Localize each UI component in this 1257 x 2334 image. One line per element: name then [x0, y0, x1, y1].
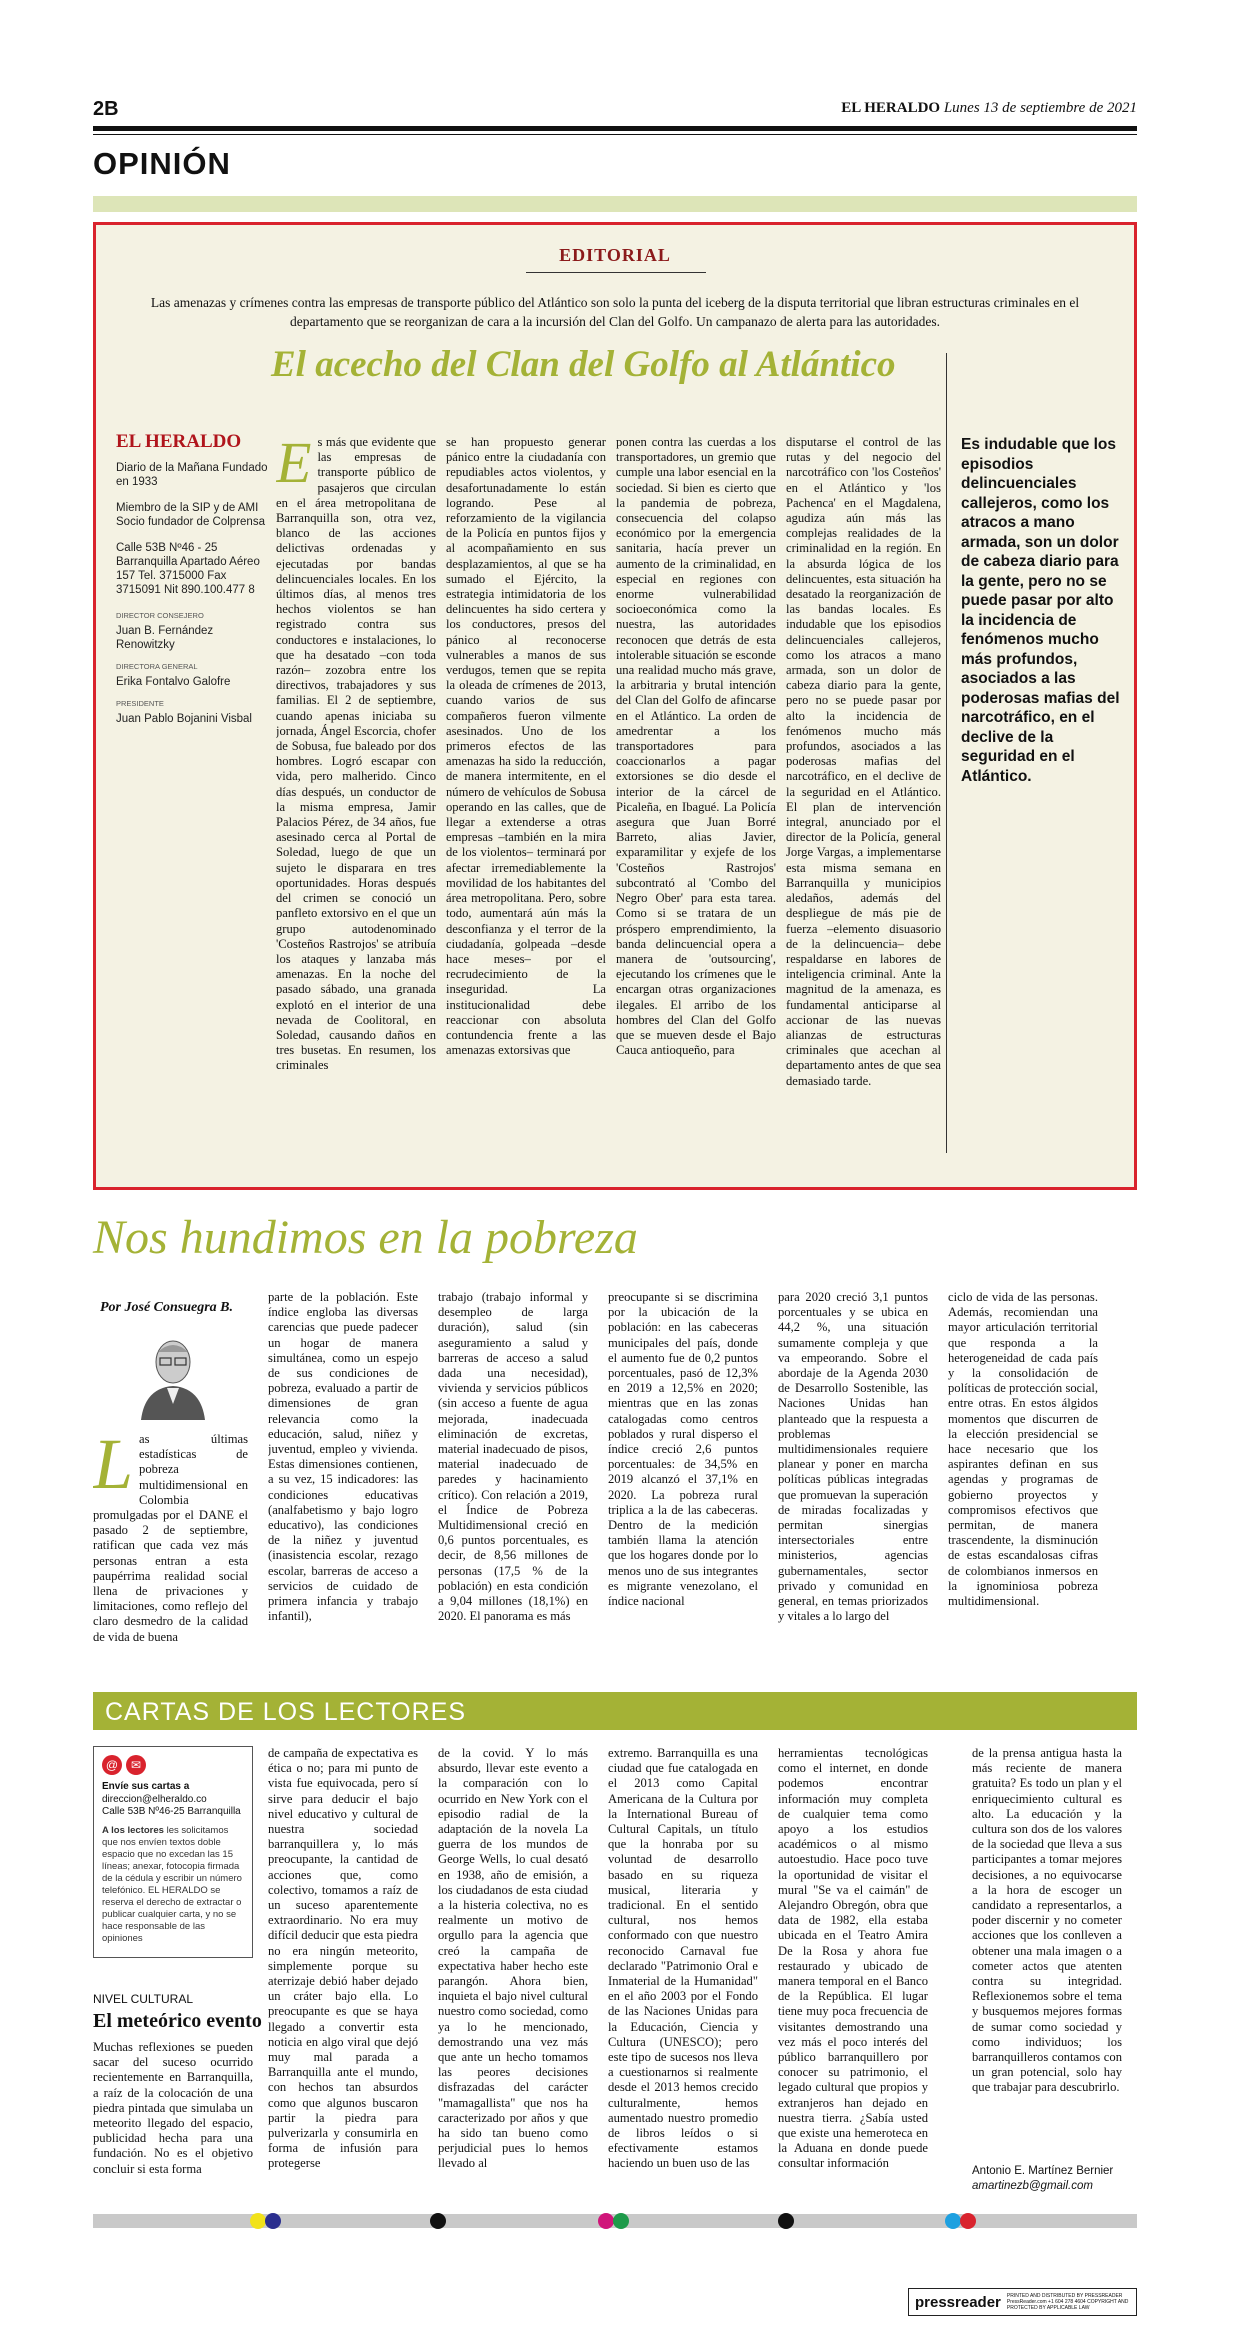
paper-name: EL HERALDO [841, 100, 941, 116]
editorial-label: EDITORIAL [559, 245, 671, 265]
staff-name: Juan B. Fernández Renowitzky [116, 625, 214, 651]
signature-name: Antonio E. Martínez Bernier [972, 2165, 1114, 2177]
letter-text-4: extremo. Barranquilla es una ciudad que fue catalogada en el 2013 como Capital Americana de la Cultura por la International Bureau of Cultural Capitals, un título que la honraba por su voluntad de desarrollo basado en su riqueza musical, literaria y tradicional. En el sentido cultural, nos hemos conformado con que nuestro reconocido Carnaval fue declarado "Patrimonio Oral e Inmaterial de la Humanidad" en el año 2003 por el Fondo de las Naciones Unidas para la Educación, Ciencia y Cultura (UNESCO); pero este tipo de sucesos nos lleva a cuestionarnos si realmente desde el 2013 hemos crecido culturalmente, hemos aumentado nuestro promedio de libros leídos o si efectivamente estamos haciendo un buen uso de las [608, 1746, 758, 2171]
letter-text-6: de la prensa antigua hasta la más reciente de manera gratuita? Es todo un plan y el enriquecimiento cultural es alto. La educación y la cultura son dos de los valores de la sociedad que lleva a sus participantes a tomar mejores decisiones, a no equivocarse a la hora de escoger un candidato a representarlos, a poder discernir y no cometer acciones que los conlleven a obtener una mala imagen o a cometer actos que atenten contra su integridad. Reflexionemos sobre el tema y busquemos mejores formas de sumar como sociedad y como individuos; los barranquilleros contamos con un gran potencial, solo hay que trabajar para descubrirlo. [972, 1746, 1122, 2095]
registration-dot [945, 2213, 961, 2229]
column-headline: Nos hundimos en la pobreza [93, 1211, 638, 1264]
registration-dot [598, 2213, 614, 2229]
section-bar [93, 196, 1137, 212]
letter-text-1: Muchas reflexiones se pueden sacar del suceso ocurrido recientemente en Barranquilla, a raíz de la colocación de una piedra pintada que simulaba un meteorito llegado del espacio, publicidad hecha para una fundación. No es el objetivo concluir si esta forma [93, 2040, 253, 2176]
issue-date: Lunes 13 de septiembre de 2021 [943, 100, 1137, 116]
column-text-5: para 2020 creció 3,1 puntos porcentuales y se ubica en 44,2 %, una situación sumamente compleja y que va empeorando. Sobre el abordaje de la Agenda 2030 de Desarrollo Sostenible, las Naciones Unidas han planteado que la respuesta a problemas multidimensionales requiere planear y poner en marcha políticas públicas integradas que promuevan la superación de miradas focalizadas y permitan sinergias intersectoriales entre ministerios, agencias gubernamentales, sector privado y comunidad en general, en temas priorizados y vitales a lo largo del [778, 1290, 928, 1624]
at-icon: @ [102, 1755, 122, 1775]
signature-email: amartinezb@gmail.com [972, 2180, 1093, 2192]
letter-title: El meteórico evento [93, 2010, 262, 2032]
staff-address: Calle 53B Nº46 - 25 Barranquilla Apartado Aéreo 157 Tel. 3715000 Fax 3715091 Nit 890.100.477 8 [116, 542, 260, 596]
mail-icon: ✉ [126, 1755, 146, 1775]
masthead [841, 100, 1137, 117]
registration-dot [250, 2213, 266, 2229]
letter-text-2: de campaña de expectativa es ética o no; para mi punto de vista fue equivocada, pero sí sirve para deducir el bajo nivel educativo y cultural de nuestra sociedad barranquillera y, lo más preocupante, la cantidad de acciones que, como colectivo, tomamos a raíz de un suceso aparentemente extraordinario. No era muy difícil deducir que esta piedra no era ningún meteorito, simplemente porque su aterrizaje debió haber dejado un cráter bajo ella. Lo preocupante es que se haya llegado a convertir esta noticia en algo viral que dejó muy mal parada a Barranquilla ante el mundo, con hechos tan absurdos como que algunos buscaron partir la piedra para pulverizarla y consumirla en forma de infusión para protegerse [268, 1746, 418, 2171]
letters-section-bar [93, 1692, 1137, 1730]
registration-dot [430, 2213, 446, 2229]
editorial-lead: Las amenazas y crímenes contra las empresas de transporte público del Atlántico son solo la punta del iceberg de la disputa territorial que libran estructuras criminales en el departamento que se reorganizan de cara a la incursión del Clan del Golfo. Un campanazo de alerta para las autoridades. [150, 295, 1080, 329]
header-rule-thin [93, 134, 1137, 135]
page-number: 2B [93, 98, 119, 120]
column-divider [946, 353, 947, 1153]
section-title: OPINIÓN [93, 146, 231, 181]
letter-text-3: de la covid. Y lo más absurdo, llevar este evento a la comparación con lo ocurrido en New York con el episodio radial de la adaptación de la novela La guerra de los mundos de George Wells, lo cual desató en 1938, año de emisión, a los ciudadanos de esta ciudad a la histeria colectiva, no es realmente un motivo de orgullo para la agencia que creó la campaña de expectativa haber hecho este parangón. Ahora bien, inquieta el bajo nivel cultural nuestro como sociedad, como ya lo he mencionado, demostrando una vez más que ante un hecho tomamos las peores decisiones disfrazadas del carácter "mamagallista" que nos ha caracterizado por años y que ha sido tan bueno como perjudicial pues lo hemos llevado al [438, 1746, 588, 2171]
letter-kicker: NIVEL CULTURAL [93, 1992, 194, 2006]
column-text-4: preocupante si se discrimina por la ubicación de la población: en las cabeceras municipales del país, donde el aumento fue de 0,2 puntos porcentuales, pasó de 12,3% en 2019 a 12,5% en 2020; mientras que en las zonas catalogadas como centros poblados y rural disperso el índice creció 2,6 puntos porcentuales: de 34,5% en 2019 alcanzó el 37,1% en 2020. La pobreza rural triplica a la de las cabeceras. Dentro de la medición también llama la atención que los hogares donde por lo menos uno de sus integrantes es migrante venezolano, el índice nacional [608, 1290, 758, 1609]
pressreader-small-print: PRINTED AND DISTRIBUTED BY PRESSREADER PressReader.com +1 604 278 4604 COPYRIGHT AND PROTECTED BY APPLICABLE LAW [1006, 2293, 1129, 2311]
column-byline: Por José Consuegra B. [100, 1300, 234, 1315]
pressreader-logo [908, 2288, 1137, 2316]
editorial-headline: El acecho del Clan del Golfo al Atlántico [271, 344, 896, 385]
header-rule [93, 126, 1137, 131]
drop-cap: L [93, 1432, 134, 1504]
staff-name: Juan Pablo Bojanini Visbal [116, 713, 252, 725]
editorial-column-2: se han propuesto generar pánico entre la ciudadanía con repudiables actos violentos, y desafortunadamente lo están logrando. Pese al reforzamiento de la vigilancia de la Policía en puntos fijos y al acompañamiento en sus desplazamientos, al que se ha sumado el Ejército, la estrategia intimidatoria de los delincuentes ha sido certera y los conductores, presos del pánico al reconocerse vulnerables a manos de sus verdugos, temen que se repita la oleada de crímenes de 2013, cuando varios de sus compañeros fueron vilmente asesinados. Uno de los primeros efectos de las amenazas ha sido la reducción, de manera intermitente, en el número de vehículos de Sobusa operando en las calles, que de llegar a extenderse a otras empresas –también en la mira de los violentos– terminará por afectar irremediablemente la movilidad de los habitantes del área metropolitana. Pero, sobre todo, aumentará aún más la desconfianza y el terror de la ciudadanía, golpeada –desde hace meses– por el recrudecimiento de la inseguridad. La institucionalidad debe reaccionar con absoluta contundencia frente a las amenazas extorsivas que [446, 435, 606, 1058]
editorial-column-4: disputarse el control de las rutas y del negocio del narcotráfico con 'los Costeños' en el Atlántico y 'los Pachenca' en el Magdalena, agudiza aún más las complejas realidades de la criminalidad en la región. En la absurda lógica de los delincuentes, esta situación ha desatado la reorganización de las bandas locales. Es indudable que los episodios delincuenciales callejeros, como los atracos a mano armada, son un dolor de cabeza diario para la gente, pero no se puede pasar por alto la incidencia de fenómenos mucho más profundos, asociados a las poderosas mafias del narcotráfico, en el declive de la seguridad en el Atlántico. El plan de intervención integral, anunciado por el director de la Policía, general Jorge Vargas, a implementarse esta misma semana en Barranquilla y municipios aledaños, además del despliegue de más pie de fuerza –elemento disuasorio de la delincuencia– debe respaldarse en labores de inteligencia criminal. Ante la magnitud de la amenaza, es fundamental anticiparse al accionar de las nuevas alianzas de estructuras criminales que acechan al departamento antes de que sea demasiado tarde. [786, 435, 941, 1088]
contact-note: les solicitamos que nos envíen textos doble espacio que no excedan las 15 líneas; anexar, fotocopia firmada de la cédula y escribir un número telefónico. EL HERALDO se reserva el derecho de extractar o publicar cualquier carta, y no se hace responsable de las opiniones [102, 1824, 242, 1944]
staff-name: Erika Fontalvo Galofre [116, 676, 231, 688]
contact-title: Envíe sus cartas a [102, 1781, 190, 1792]
staff-box [116, 431, 271, 734]
editorial-label-rule [526, 272, 706, 273]
staff-member: Miembro de la SIP y de AMI Socio fundador de Colprensa [116, 502, 265, 528]
author-portrait-icon [133, 1330, 213, 1420]
column-text-1: Las últimas estadísticas de pobreza multidimensional en Colombia promulgadas por el DANE el pasado 2 de septiembre, ratifican que cada vez más personas entran a esta paupérrima realidad social llena de privaciones y limitaciones, como reflejo del claro desmedro de la calidad de vida de buena [93, 1432, 248, 1644]
staff-founded: Diario de la Mañana Fundado en 1933 [116, 462, 268, 488]
editorial-box [93, 222, 1137, 1190]
letters-contact-box [93, 1746, 253, 1958]
staff-role: DIRECTORA GENERAL [116, 662, 198, 671]
contact-address: Calle 53B Nº46-25 Barranquilla [102, 1806, 241, 1817]
editorial-column-3: ponen contra las cuerdas a los transportadores, un gremio que cumple una labor esencial en la sociedad. Si bien es cierto que la pandemia de pobreza, consecuencia del colapso económico por la emergencia sanitaria, hacía prever un aumento de la criminalidad, en especial en regiones con enorme vulnerabilidad socioeconómica como la nuestra, las autoridades reconocen que detrás de esta intolerable situación se esconde una realidad mucho más grave, la arbitraria y brutal intención del Clan del Golfo de afincarse en el Atlántico. La orden de amedrentar a los transportadores para coaccionarlos a pagar extorsiones se dio desde el interior de la cárcel de Picaleña, en Ibagué. La Policía asegura que Juan Borré Barreto, alias Javier, exparamilitar y exjefe de los 'Costeños Rastrojos' subcontrató al 'Combo del Negro Ober' para esta tarea. Como si se tratara de un próspero emprendimiento, la banda delincuencial opera a manera de 'outsourcing', ejecutando los crímenes que le encargan otras organizaciones ilegales. El arribo de los hombres del Clan del Golfo que se mueven desde el Bajo Cauca antioqueño, para [616, 435, 776, 1058]
pressreader-mark: pressreader [915, 2293, 1001, 2311]
letter-text-5: herramientas tecnológicas como el internet, en donde podemos encontrar información muy completa de cualquier tema como apoyo a los estudios académicos o al mismo autoestudio. Hace poco tuve la oportunidad de visitar el mural "Se va el caimán" de Alejandro Obregón, obra que data de 1982, ella estaba ubicada en el Teatro Amira De la Rosa y ahora fue restaurado y ubicado de manera temporal en el Banco de la República. El lugar tiene muy poca frecuencia de visitantes demostrando una vez más el poco interés del público barranquillero por conocer su patrimonio, el legado cultural que propios y extranjeros han dejado en nuestra tierra. ¿Sabía usted que existe una hemeroteca en la Aduana en donde puede consultar información [778, 1746, 928, 2171]
column-text-3: trabajo (trabajo informal y desempleo de larga duración), salud (sin aseguramiento a salud y barreras de acceso a salud dada una necesidad), vivienda y servicios públicos (sin acceso a fuente de agua mejorada, inadecuada eliminación de excretas, material inadecuado de pisos, material inadecuado de paredes y hacinamiento crítico). Con relación a 2019, el Índice de Pobreza Multidimensional creció en 0,6 puntos porcentuales, es decir, de 8,56 millones de personas (17,5 % de la población) en esta condición a 9,04 millones (18,1%) en 2020. El panorama es más [438, 1290, 588, 1624]
column-text-6: ciclo de vida de las personas. Además, recomiendan una mayor articulación territorial que responda a la heterogeneidad de cada país y la consolidación de políticas de protección social, entre otras. En estos álgidos momentos que discurren de la elección presidencial se hace necesario que los aspirantes definan en sus agendas y programas de gobierno proyectos y compromisos efectivos que permitan, de manera trascendente, la disminución de estas escandalosas cifras de colombianos inmersos en la ignominiosa pobreza multidimensional. [948, 1290, 1098, 1609]
registration-dot [265, 2213, 281, 2229]
letters-section-title: CARTAS DE LOS LECTORES [105, 1698, 466, 1726]
letter-signature [972, 2164, 1113, 2194]
editorial-pull-quote: Es indudable que los episodios delincuenciales callejeros, como los atracos a mano armada, son un dolor de cabeza diario para la gente, pero no se puede pasar por alto la incidencia de fenómenos mucho más profundos, asociados a las poderosas mafias del narcotráfico, en el declive de la seguridad en el Atlántico. [961, 436, 1120, 785]
staff-role: PRESIDENTE [116, 699, 164, 708]
staff-brand: EL HERALDO [116, 431, 242, 452]
registration-dot [960, 2213, 976, 2229]
page-header [93, 98, 1137, 120]
editorial-column-1: Es más que evidente que las empresas de transporte público de pasajeros que circulan en el área metropolitana de Barranquilla son, otra vez, blanco de las acciones delictivas ordenadas y ejecutadas por bandas delincuenciales locales. En los últimos días, al menos tres hechos violentos se han registrado contra sus conductores e instalaciones, lo que ha desatado –con toda razón– zozobra entre los directivos, trabajadores y sus familias. El 2 de septiembre, cuando apenas iniciaba su jornada, Ángel Escorcia, chofer de Sobusa, fue baleado por dos hombres. Logró escapar con vida, pero malherido. Cinco días después, un conductor de la misma empresa, Jamir Palacios Pérez, de 34 años, fue asesinado cerca al Portal de Soledad, luego de que un sujeto le disparara en tres oportunidades. Horas después del crimen se conoció un panfleto extorsivo en el que un grupo autodenominado 'Costeños Rastrojos' se atribuía los ataques y lanzaba más amenazas. En la noche del pasado sábado, una granada explotó en el interior de una nevada de Coolitoral, en Soledad, causando daños en tres busetas. En resumen, los criminales [276, 435, 436, 1073]
column-text-2: parte de la población. Este índice engloba las diversas carencias que puede padecer un hogar de manera simultánea, como un espejo de sus condiciones de pobreza, evaluado a partir de dimensiones de gran relevancia como la educación, salud, niñez y juventud, empleo y vivienda. Estas dimensiones contienen, a su vez, 15 indicadores: las condiciones educativas (analfabetismo y bajo logro educativo), las condiciones de la niñez y juventud (inasistencia escolar, rezago escolar, barreras de acceso a servicios de cuidado de primera infancia y trabajo infantil), [268, 1290, 418, 1624]
drop-cap: E [276, 435, 312, 495]
staff-role: DIRECTOR CONSEJERO [116, 611, 204, 620]
registration-dot [778, 2213, 794, 2229]
contact-email[interactable]: direccion@elheraldo.co [102, 1793, 207, 1805]
registration-dot [613, 2213, 629, 2229]
contact-note-title: A los lectores [102, 1824, 164, 1836]
